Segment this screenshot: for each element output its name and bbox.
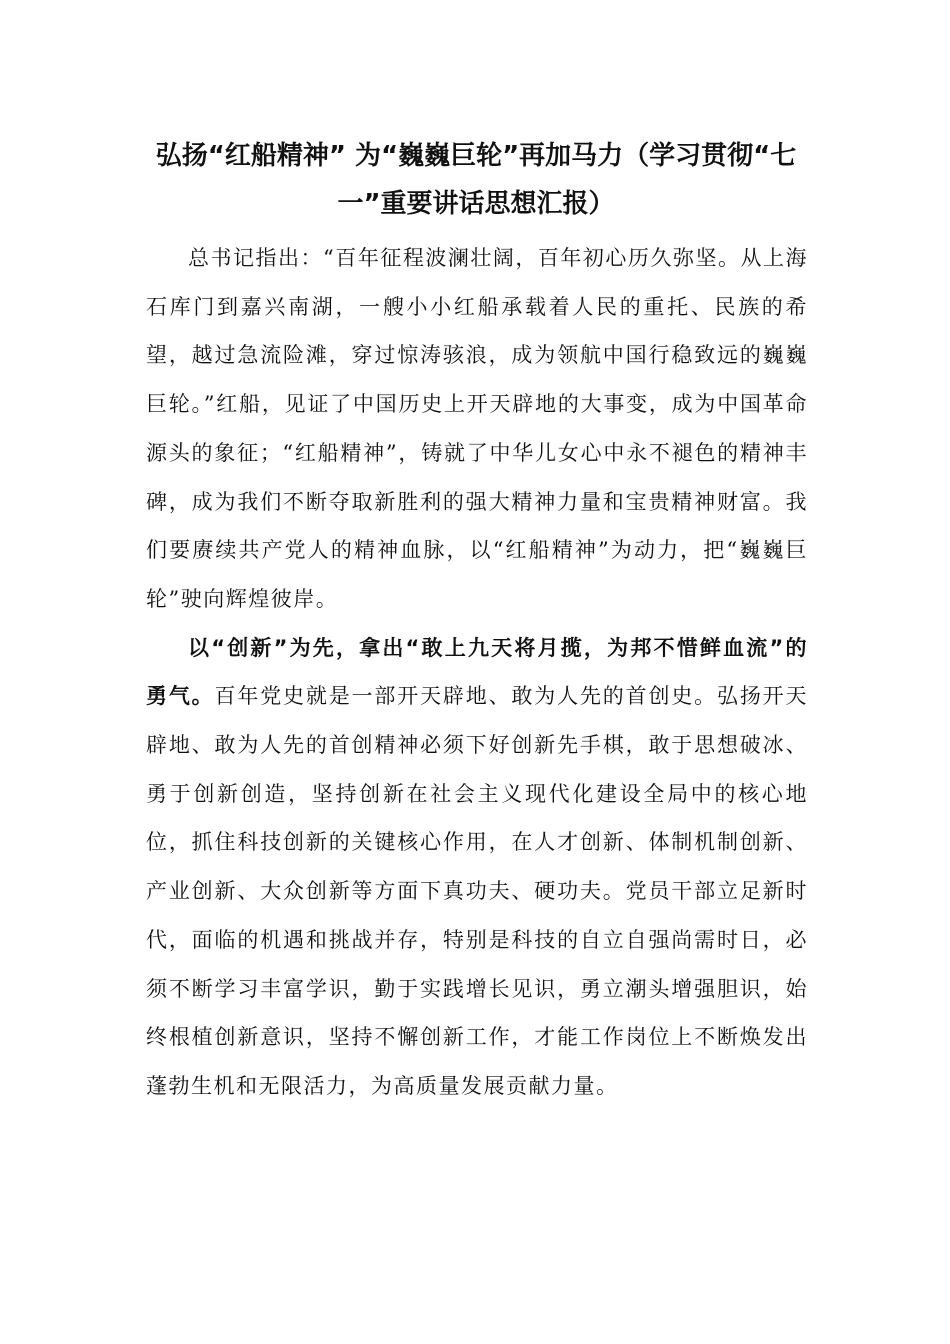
paragraph-2-lead: 以“创新”为先，拿出“敢上九天将月揽，为邦不惜鲜血流”的勇气。 [146, 635, 808, 709]
paragraph-2-text: 百年党史就是一部开天辟地、敢为人先的首创史。弘扬开天辟地、敢为人先的首创精神必须下好创新先手棋，敢于思想破冰、勇于创新创造，坚持创新在社会主义现代化建设全局中的核心地位，抓住科技创新的关键核心作用，在人才创新、体制机制创新、产业创新、大众创新等方面下真功夫、硬功夫。党员干部立足新时代，面临的机遇和挑战并存，特别是科技的自立自强尚需时日，必须不断学习丰富学识，勤于实践增长见识，勇立潮头增强胆识，始终根植创新意识，坚持不懈创新工作，才能工作岗位上不断焕发出蓬勃生机和无限活力，为高质量发展贡献力量。 [146, 684, 809, 1098]
document-body [146, 234, 808, 1111]
paragraph-1-text: 总书记指出：“百年征程波澜壮阔，百年初心历久弥坚。从上海石库门到嘉兴南湖，一艘小小红船承载着人民的重托、民族的希望，越过急流险滩，穿过惊涛骇浪，成为领航中国行稳致远的巍巍巨轮。”红船，见证了中国历史上开天辟地的大事变，成为中国革命源头的象征；“红船精神”，铸就了中华儿女心中永不褪色的精神丰碑，成为我们不断夺取新胜利的强大精神力量和宝贵精神财富。我们要赓续共产党人的精神血脉，以“红船精神”为动力，把“巍巍巨轮”驶向辉煌彼岸。 [146, 246, 808, 611]
paragraph-1 [146, 234, 808, 624]
paragraph-2 [146, 624, 808, 1111]
document-title: 弘扬“红船精神” 为“巍巍巨轮”再加马力（学习贯彻“七一”重要讲话思想汇报） [155, 141, 797, 219]
